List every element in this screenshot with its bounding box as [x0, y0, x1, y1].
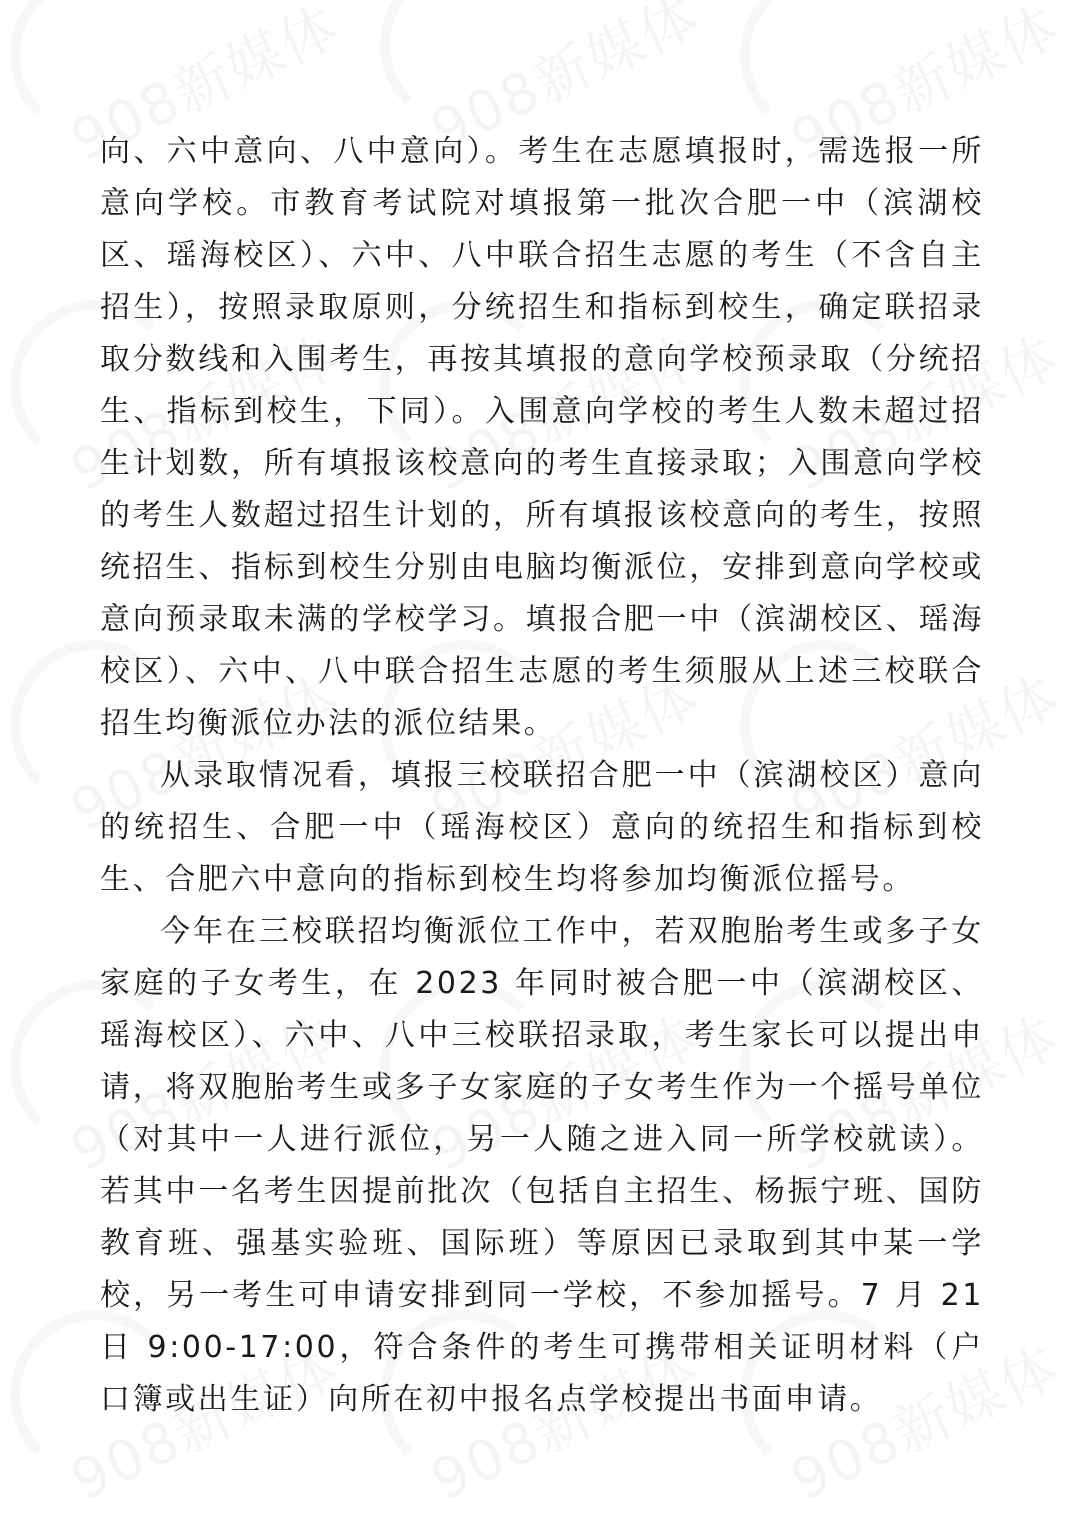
- paragraph-continuation: 向、六中意向、八中意向）。考生在志愿填报时，需选报一所意向学校。市教育考试院对填报第一批次合肥一中（滨湖校区、瑶海校区）、六中、八中联合招生志愿的考生（不含自主招生），按照录取原则，分统招生和指标到校生，确定联招录取分数线和入围考生，再按其填报的意向学校预录取（分统招生、指标到校生，下同）。入围意向学校的考生人数未超过招生计划数，所有填报该校意向的考生直接录取；入围意向学校的考生人数超过招生计划的，所有填报该校意向的考生，按照统招生、指标到校生分别由电脑均衡派位，安排到意向学校或意向预录取未满的学校学习。填报合肥一中（滨湖校区、瑶海校区）、六中、八中联合招生志愿的考生须服从上述三校联合招生均衡派位办法的派位结果。: [100, 134, 984, 741]
- paragraph-admission-situation: 从录取情况看，填报三校联招合肥一中（滨湖校区）意向的统招生、合肥一中（瑶海校区）意向的统招生和指标到校生、合肥六中意向的指标到校生均将参加均衡派位摇号。: [100, 758, 984, 897]
- watermark-logo-arc: [380, 0, 550, 130]
- document-body: [100, 126, 984, 1426]
- paragraph-twins-policy: 今年在三校联招均衡派位工作中，若双胞胎考生或多子女家庭的子女考生，在 2023 年同时被合肥一中（滨湖校区、瑶海校区）、六中、八中三校联招录取，考生家长可以提出申请，将双胞胎考生或多子女家庭的子女考生作为一个摇号单位（对其中一人进行派位，另一人随之进入同一所学校就读）。若其中一名考生因提前批次（包括自主招生、杨振宁班、国防教育班、强基实验班、国际班）等原因已录取到其中某一学校，另一考生可申请安排到同一学校，不参加摇号。7 月 21 日 9:00-17:00，符合条件的考生可携带相关证明材料（户口簿或出生证）向所在初中报名点学校提出书面申请。: [100, 914, 984, 1417]
- watermark-logo-arc: [740, 0, 910, 140]
- watermark-logo-arc: [10, 0, 180, 140]
